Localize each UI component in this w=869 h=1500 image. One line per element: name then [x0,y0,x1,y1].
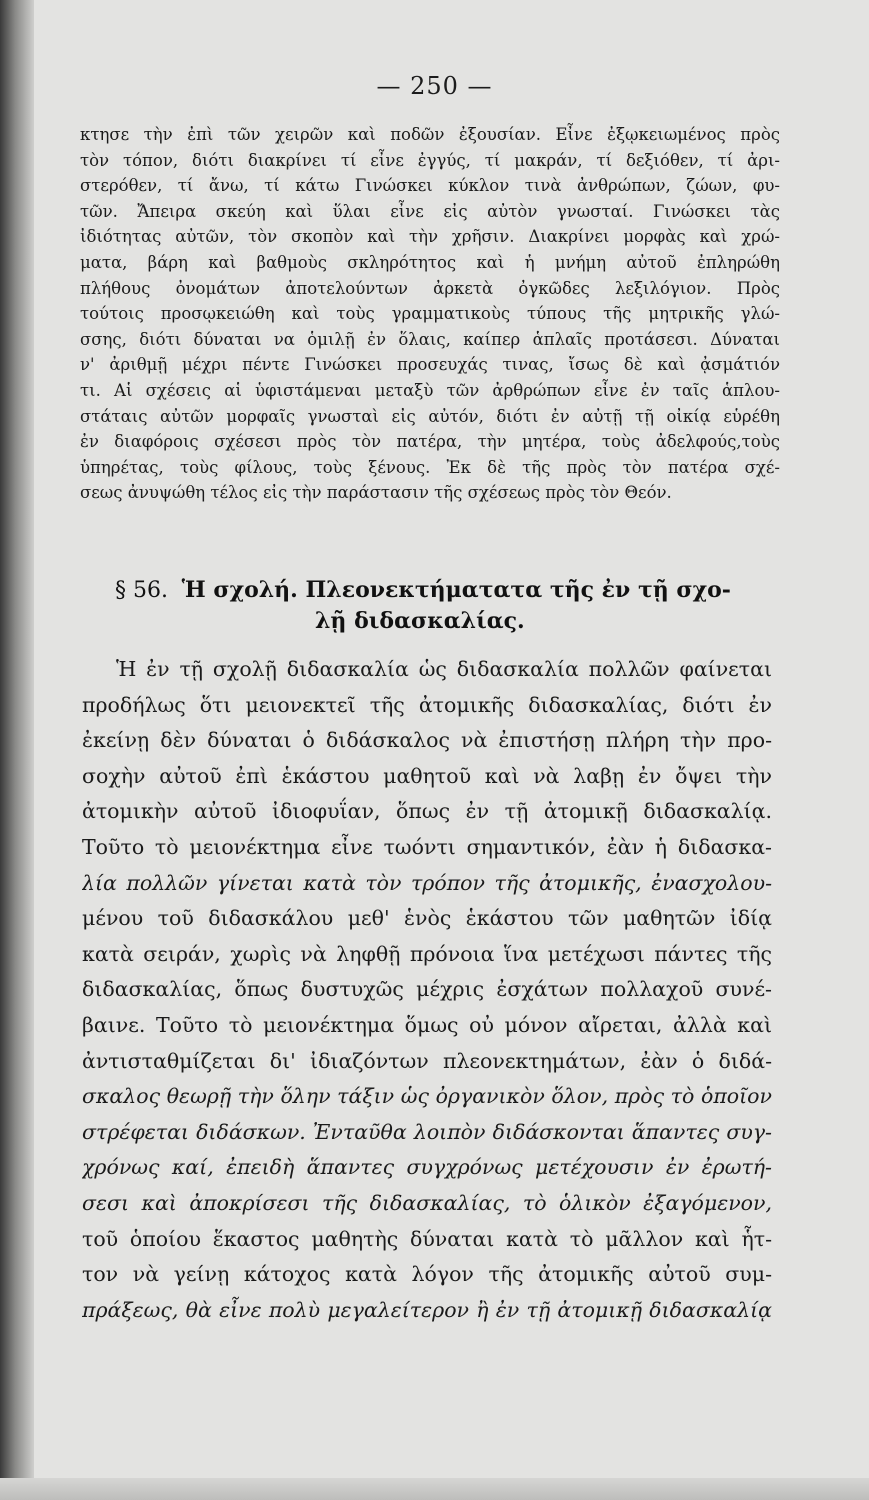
text-line: τὸν τόπον, διότι διακρίνει τί εἶνε ἐγγύς, τί μακράν, τί δεξιόθεν, τί ἀρι- [80,150,780,170]
text-line: ματα, βάρη καὶ βαθμοὺς σκληρότητος καὶ ἡ μνήμη αὐτοῦ ἐπληρώθη [80,252,780,272]
section-paragraph [82,652,772,1328]
text-line: ἀτομικὴν αὐτοῦ ἰδιοφυΐαν, ὅπως ἐν τῇ ἀτομικῇ διδασκαλίᾳ. [82,799,772,824]
text-line: βαινε. Τοῦτο τὸ μειονέκτημα ὅμως οὐ μόνον αἴρεται, ἀλλὰ καὶ [82,1012,772,1037]
text-line: πράξεως, θὰ εἶνε πολὺ μεγαλείτερον ἢ ἐν τῇ ἀτομικῇ διδασκαλίᾳ [82,1297,772,1322]
text-line: τούτοις προσῳκειώθη καὶ τοὺς γραμματικοὺς τύπους τῆς μητρικῆς γλώ- [80,304,780,324]
text-line: τον νὰ γείνῃ κάτοχος κατὰ λόγον τῆς ἀτομικῆς αὐτοῦ συμ- [82,1262,772,1287]
text-line: στερόθεν, τί ἄνω, τί κάτω Γινώσκει κύκλον τινὰ ἀνθρώπων, ζώων, φυ- [80,176,780,196]
text-line: τῶν. Ἄπειρα σκεύη καὶ ὕλαι εἶνε εἰς αὐτὸν γνωσταί. Γινώσκει τὰς [80,201,780,221]
page-number: — 250 — [376,72,493,100]
text-line: σεως ἀνυψώθη τέλος εἰς τὴν παράστασιν τῆς σχέσεως πρὸς τὸν Θεόν. [80,483,672,503]
text-line: Ἡ ἐν τῇ σχολῇ διδασκαλία ὡς διδασκαλία πολλῶν φαίνεται [116,657,772,681]
text-line: σοχὴν αὐτοῦ ἐπὶ ἑκάστου μαθητοῦ καὶ νὰ λαβῃ ἐν ὄψει τὴν [82,763,772,788]
continued-paragraph [80,122,780,506]
section-title-line-2: λῇ διδασκαλίας. [315,608,525,634]
text-line: ἰδιότητας αὐτῶν, τὸν σκοπὸν καὶ τὴν χρῆσιν. Διακρίνει μορφὰς καὶ χρώ- [80,227,780,247]
text-line: προδήλως ὅτι μειονεκτεῖ τῆς ἀτομικῆς διδασκαλίας, διότι ἐν [82,692,772,717]
text-line: μένου τοῦ διδασκάλου μεθ' ἑνὸς ἑκάστου τῶν μαθητῶν ἰδίᾳ [82,906,772,931]
text-line: Τοῦτο τὸ μειονέκτημα εἶνε τωόντι σημαντικόν, ἐὰν ἡ διδασκα- [82,834,772,859]
text-line: ἐν διαφόροις σχέσεσι πρὸς τὸν πατέρα, τὴν μητέρα, τοὺς ἀδελφούς,τοὺς [80,432,780,452]
text-line: κατὰ σειράν, χωρὶς νὰ ληφθῇ πρόνοια ἵνα μετέχωσι πάντες τῆς [82,941,772,966]
text-line: ὑπηρέτας, τοὺς φίλους, τοὺς ξένους. Ἐκ δὲ τῆς πρὸς τὸν πατέρα σχέ- [80,457,780,477]
text-line: κτησε τὴν ἐπὶ τῶν χειρῶν καὶ ποδῶν ἐξουσίαν. Εἶνε ἐξῳκειωμένος πρὸς [80,125,780,144]
text-line: πλήθους ὀνομάτων ἀποτελούντων ἀρκετὰ ὀγκῶδες λεξιλόγιον. Πρὸς [80,278,780,298]
text-line: διδασκαλίας, ὅπως δυστυχῶς μέχρις ἐσχάτων πολλαχοῦ συνέ- [82,977,772,1002]
text-line: χρόνως καί, ἐπειδὴ ἅπαντες συγχρόνως μετέχουσιν ἐν ἐρωτή- [82,1155,772,1180]
text-line: σσης, διότι δύναται να ὁμιλῇ ἐν ὅλαις, καίπερ ἁπλαῖς προτάσεσι. Δύναται [80,329,780,349]
text-line: τοῦ ὁποίου ἕκαστος μαθητὴς δύναται κατὰ τὸ μᾶλλον καὶ ἧτ- [82,1226,772,1251]
text-line: ἐκείνῃ δὲν δύναται ὁ διδάσκαλος νὰ ἐπιστήσῃ πλήρη τὴν προ- [82,728,772,753]
section-title-line-1: Ἡ σχολή. Πλεονεκτήματατα τῆς ἐν τῇ σχο- [181,577,731,603]
text-line: σκαλος θεωρῇ τὴν ὅλην τάξιν ὡς ὀργανικὸν ὅλον, πρὸς τὸ ὁποῖον [82,1084,772,1109]
section-number: § 56. [115,578,168,603]
text-line: στρέφεται διδάσκων. Ἐνταῦθα λοιπὸν διδάσκονται ἅπαντες συγ- [82,1119,772,1144]
book-spine-shadow [0,0,34,1500]
text-line: στάταις αὐτῶν μορφαῖς γνωσταὶ εἰς αὐτόν, διότι ἐν αὐτῇ τῇ οἰκίᾳ εὑρέθη [80,406,780,426]
text-line: σεσι καὶ ἀποκρίσεσι τῆς διδασκαλίας, τὸ ὁλικὸν ἐξαγόμενον, [82,1190,772,1215]
text-line: ἀντισταθμίζεται δι' ἰδιαζόντων πλεονεκτημάτων, ἐὰν ὁ διδά- [82,1048,772,1073]
section-heading [115,575,785,636]
text-line: ν' ἀριθμῇ μέχρι πέντε Γινώσκει προσευχάς τινας, ἴσως δὲ καὶ ᾀσμάτιόν [80,355,780,375]
page-bottom-edge [0,1478,869,1500]
text-line: λία πολλῶν γίνεται κατὰ τὸν τρόπον τῆς ἀτομικῆς, ἐνασχολου- [82,870,772,895]
text-line: τι. Αἱ σχέσεις αἱ ὑφιστάμεναι μεταξὺ τῶν ἀρθρώπων εἶνε ἐν ταῖς ἁπλου- [80,380,780,400]
